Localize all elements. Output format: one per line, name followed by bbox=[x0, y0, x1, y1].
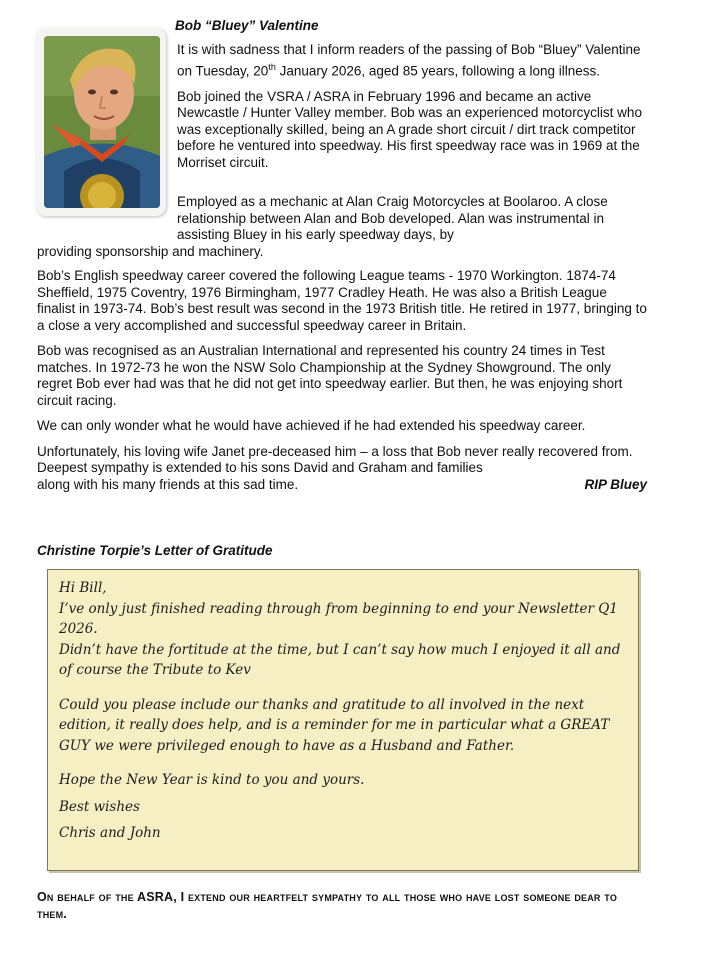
letter-signature: Chris and John bbox=[59, 825, 161, 841]
family-last-line bbox=[37, 477, 647, 494]
footer-text-start: On behalf of the bbox=[37, 890, 138, 904]
membership-paragraph: Bob joined the VSRA / ASRA in February 1996 and became an active Newcastle / Hunter Valley member. Bob was an experienced motorcyclist who was exceptionally skilled, being an A grade short circuit / dirt track competitor before he ventured into speedway. His first speedway race was in 1969 at the Morriset circuit. bbox=[177, 88, 642, 170]
family-paragraph bbox=[37, 444, 647, 477]
article-body bbox=[37, 268, 647, 493]
career-paragraph: Bob’s English speedway career covered the following League teams - 1970 Workington. 1874-74 Sheffield, 1975 Coventry, 1976 Birmingham, 1977 Cradley Heath. He was also a British League finalist in 1973-74. Bob’s best result was second in the 1973 British title. He retired in 1977, bringing to a close a very accomplished and successful speedway career in Britain. bbox=[37, 268, 647, 333]
letter-box bbox=[47, 569, 639, 871]
rider-portrait-photo bbox=[44, 36, 160, 208]
intro-text-end: January 2026, aged 85 years, following a long illness. bbox=[275, 63, 601, 78]
date-superscript: th bbox=[268, 61, 276, 72]
letter-line-2: Didn’t have the fortitude at the time, but I can’t say how much I enjoyed it all and of course the Tribute to Kev bbox=[59, 641, 621, 678]
letter-closing: Best wishes bbox=[59, 798, 140, 815]
mechanic-paragraph-indented: Employed as a mechanic at Alan Craig Motorcycles at Boolaroo. A close relationship between Alan and Bob developed. Alan was instrumental in assisting Bluey in his early speedway days, by bbox=[177, 194, 608, 242]
intro-paragraph bbox=[177, 42, 647, 80]
letter-title: Christine Torpie’s Letter of Gratitude bbox=[37, 543, 273, 558]
article-intro bbox=[177, 42, 647, 180]
footer-text-end: , I extend our heartfelt sympathy to all those who have lost someone dear to them. bbox=[37, 890, 618, 921]
article-title: Bob “Bluey” Valentine bbox=[175, 18, 319, 33]
letter-text bbox=[59, 578, 624, 844]
international-paragraph: Bob was recognised as an Australian International and represented his country 24 times in Test matches. In 1972-73 he won the NSW Solo Championship at the Sydney Showground. The only regret Bob ever had was that he did not get into speedway earlier. But then, he was enjoying short circuit racing. bbox=[37, 343, 623, 408]
mechanic-paragraph bbox=[37, 194, 647, 260]
reflection-paragraph: We can only wonder what he would have achieved if he had extended his speedway career. bbox=[37, 418, 586, 433]
letter-line-4: Hope the New Year is kind to you and yours. bbox=[59, 772, 365, 788]
sympathy-footer bbox=[37, 889, 647, 923]
family-text-last: along with his many friends at this sad time. bbox=[37, 476, 299, 492]
intro-text-start: It is with sadness that I inform readers of the passing of Bob “Bluey” Valentine on Tuesday, 20 bbox=[177, 42, 641, 78]
family-text: Unfortunately, his loving wife Janet pre-deceased him – a loss that Bob never really recovered from. Deepest sympathy is extended to his sons David and Graham and families bbox=[37, 443, 633, 475]
letter-line-3: Could you please include our thanks and gratitude to all involved in the next edition, it really does help, and is a reminder for me in particular what a GREAT GUY we were privileged enough to have as a Husband and Father. bbox=[59, 696, 610, 754]
mechanic-paragraph-continued: providing sponsorship and machinery. bbox=[37, 243, 264, 259]
letter-greeting: Hi Bill, bbox=[59, 580, 107, 596]
letter-line-1: I’ve only just finished reading through from beginning to end your Newsletter Q1 2026. bbox=[59, 600, 618, 637]
footer-org: ASRA bbox=[137, 890, 174, 904]
photo-frame bbox=[36, 28, 166, 216]
rip-signoff: RIP Bluey bbox=[584, 476, 647, 492]
